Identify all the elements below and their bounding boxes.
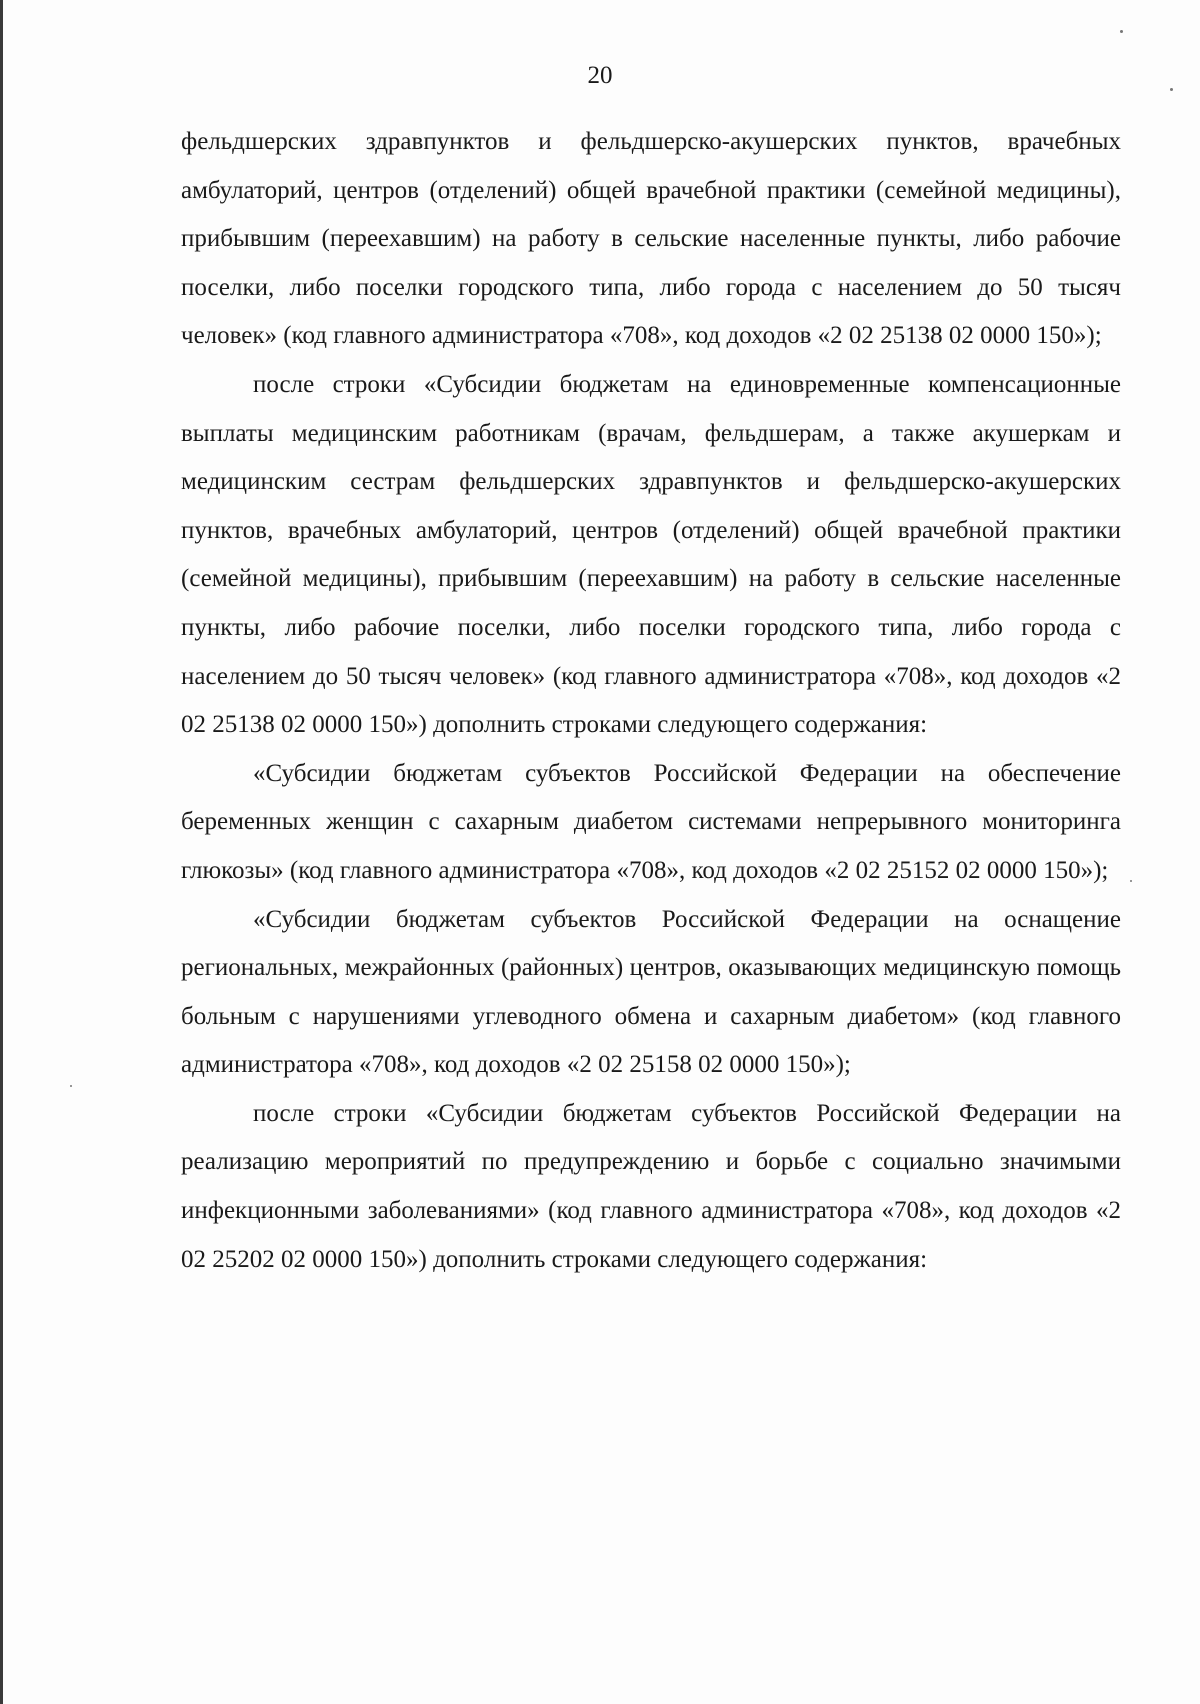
scan-left-edge — [0, 0, 3, 1704]
paragraph-amendment-2: после строки «Субсидии бюджетам субъектов Российской Федерации на реализацию мероприятий по предупреждению и борьбе с социально значимыми инфекционными заболеваниями» (код главного администратора «708», код доходов «2 02 25202 02 0000 150») дополнить строками следующего содержания: — [181, 1099, 1121, 1273]
scan-speck — [1120, 30, 1123, 33]
page-number: 20 — [587, 62, 613, 89]
document-body — [181, 118, 1121, 1284]
scan-speck — [70, 1085, 72, 1087]
paragraph-subsidy-centers: «Субсидии бюджетам субъектов Российской Федерации на оснащение региональных, межрайонных (районных) центров, оказывающих медицинскую помощь больным с нарушениями углеводного обмена и сахарным диабетом» (код главного администратора «708», код доходов «2 02 25158 02 0000 150»); — [181, 905, 1121, 1079]
scan-speck — [1130, 880, 1132, 882]
paragraph-continuation: фельдшерских здравпунктов и фельдшерско-акушерских пунктов, врачебных амбулаторий, центров (отделений) общей врачебной практики (семейной медицины), прибывшим (переехавшим) на работу в сельские населенные пункты, либо рабочие поселки, либо поселки городского типа, либо города с населением до 50 тысяч человек» (код главного администратора «708», код доходов «2 02 25138 02 0000 150»); — [181, 128, 1121, 350]
paragraph-subsidy-glucose: «Субсидии бюджетам субъектов Российской Федерации на обеспечение беременных женщин с сахарным диабетом системами непрерывного мониторинга глюкозы» (код главного администратора «708», код доходов «2 02 25152 02 0000 150»); — [181, 759, 1121, 884]
paragraph-amendment-1: после строки «Субсидии бюджетам на единовременные компенсационные выплаты медицинским работникам (врачам, фельдшерам, а также акушеркам и медицинским сестрам фельдшерских здравпунктов и фельдшерско-акушерских пунктов, врачебных амбулаторий, центров (отделений) общей врачебной практики (семейной медицины), прибывшим (переехавшим) на работу в сельские населенные пункты, либо рабочие поселки, либо поселки городского типа, либо города с населением до 50 тысяч человек» (код главного администратора «708», код доходов «2 02 25138 02 0000 150») дополнить строками следующего содержания: — [181, 370, 1121, 739]
